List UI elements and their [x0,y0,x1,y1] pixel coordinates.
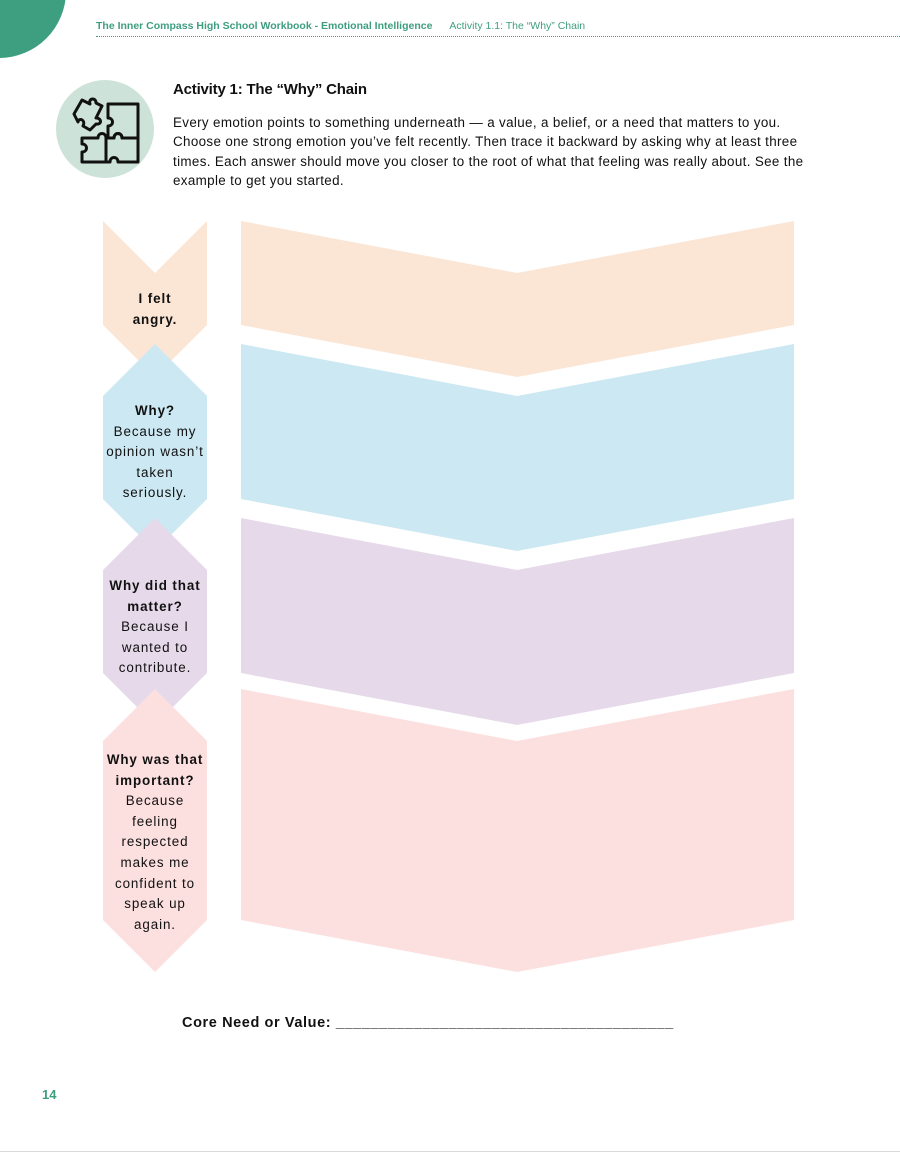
chain-step-1-answer-box[interactable] [241,221,794,377]
activity-instructions: Every emotion points to something underneath — a value, a belief, or a need that matters to you. Choose one strong emotion you’ve felt recently. Then trace it backward by asking why at least three times. Each answer should move you closer to the root of what that feeling was really about. See the example to get you started. [173,115,804,188]
header-title: The Inner Compass High School Workbook - Emotional Intelligence [96,20,433,32]
core-need-line[interactable] [182,1015,674,1031]
chain-step-2-question: Why? [134,403,176,418]
activity-title: Activity 1: The “Why” Chain [173,81,367,98]
core-need-label: Core Need or Value: [182,1015,336,1031]
chain-step-4-answer: Because feeling respected makes me confident to speak up again. [114,793,196,932]
chain-step-4-text [103,750,207,935]
chain-step-2-text [103,401,207,504]
chain-step-4-question: Why was that important? [106,752,204,788]
chain-step-3-question: Why did that matter? [109,578,201,614]
core-need-blank[interactable]: _______________________________________ [335,1015,674,1031]
chain-step-1-text [103,289,207,330]
chain-step-4-answer-box[interactable] [241,689,794,972]
page-bottom-rule [0,1151,900,1152]
page-number: 14 [42,1087,57,1102]
chain-step-2-answer: Because my opinion wasn’t taken seriously. [106,423,204,501]
chain-step-1-question: I felt angry. [132,291,178,327]
header-subtitle: Activity 1.1: The “Why” Chain [449,20,586,32]
chain-step-3-text [103,576,207,679]
chain-step-3-answer: Because I wanted to contribute. [118,619,192,676]
